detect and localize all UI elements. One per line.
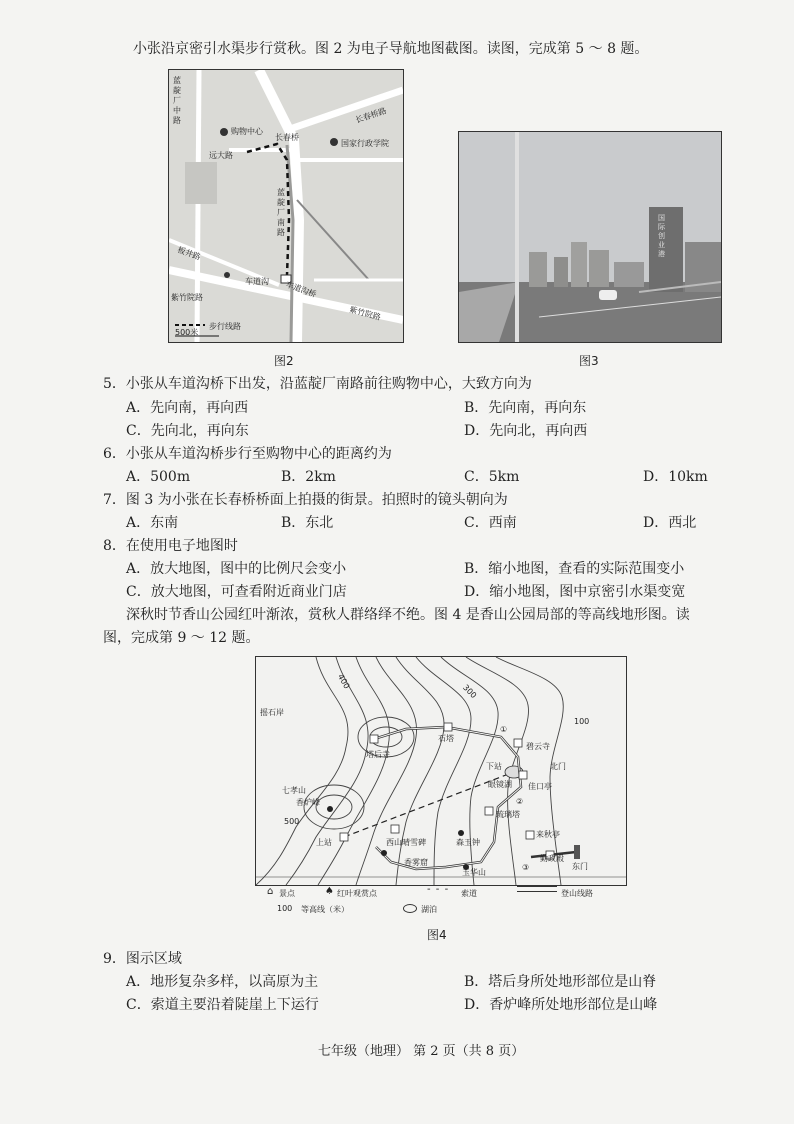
contour-300: 300 bbox=[461, 682, 479, 701]
label-xianglufeng: 香炉峰 bbox=[296, 798, 320, 807]
label-qinzhengdian: 勤政殿 bbox=[540, 854, 564, 863]
car bbox=[599, 290, 617, 300]
label-changchunqiao-road: 长春桥路 bbox=[354, 106, 388, 125]
label-chedaogouqiao: 车道沟桥 bbox=[284, 279, 318, 300]
q5-option-a[interactable]: A．先向南，再向西 bbox=[126, 400, 249, 416]
label-liulita: 琉璃塔 bbox=[496, 810, 520, 819]
label-banjing: 板井路 bbox=[176, 245, 202, 262]
contour-500: 500 bbox=[284, 817, 300, 826]
label-laiqiuting: 来秋亭 bbox=[536, 830, 560, 839]
label-yanjinghu: 眼镜湖 bbox=[488, 780, 512, 789]
question-9-stem: 9．图示区域 bbox=[103, 951, 182, 967]
figure-3-photo bbox=[458, 131, 722, 343]
figure-4-contour-map bbox=[255, 656, 627, 886]
label-dongmen: 东门 bbox=[572, 862, 588, 871]
q8-option-d[interactable]: D．缩小地图，图中京密引水渠变宽 bbox=[464, 584, 686, 600]
label-route-3: ③ bbox=[522, 863, 530, 872]
intro-text-2b: 图，完成第 9 ～ 12 题。 bbox=[103, 630, 260, 646]
label-tahousi: 塔后寺 bbox=[366, 750, 390, 759]
label-jiaotangting: 佳口亭 bbox=[528, 782, 552, 791]
label-shangzhan: 上站 bbox=[316, 838, 332, 847]
figure-2-map bbox=[168, 69, 404, 343]
sign-text: 国际创业港 bbox=[658, 214, 665, 258]
question-8-stem: 8．在使用电子地图时 bbox=[103, 538, 238, 554]
q7-option-b[interactable]: B．东北 bbox=[281, 515, 334, 531]
question-5-stem: 5．小张从车道沟桥下出发，沿蓝靛厂南路前往购物中心，大致方向为 bbox=[103, 376, 532, 392]
legend-trail-icon bbox=[517, 886, 557, 892]
label-landian-nan: 蓝靛厂南路 bbox=[277, 188, 285, 237]
q5-option-d[interactable]: D．先向北，再向西 bbox=[464, 423, 588, 439]
q5-option-c[interactable]: C．先向北，再向东 bbox=[126, 423, 249, 439]
q9-option-a[interactable]: A．地形复杂多样，以高原为主 bbox=[126, 974, 319, 990]
legend-cableway: 索道 bbox=[461, 889, 477, 898]
legend-redleaf: 红叶观赏点 bbox=[337, 889, 377, 898]
shopping-marker bbox=[220, 128, 228, 136]
label-route-1: ① bbox=[500, 725, 508, 734]
q7-option-c[interactable]: C．西南 bbox=[464, 515, 517, 531]
q8-option-c[interactable]: C．放大地图，可查看附近商业门店 bbox=[126, 584, 347, 600]
legend-trail: 登山线路 bbox=[561, 889, 593, 898]
label-school: 国家行政学院 bbox=[341, 139, 389, 148]
q6-option-c[interactable]: C．5km bbox=[464, 469, 520, 485]
cableway-line bbox=[344, 775, 506, 837]
label-senyuzhong: 森玉钟 bbox=[456, 838, 480, 847]
q7-option-a[interactable]: A．东南 bbox=[126, 515, 179, 531]
q5-option-b[interactable]: B．先向南，再向东 bbox=[464, 400, 587, 416]
figure-4-legend bbox=[255, 884, 625, 920]
question-7-stem: 7．图 3 为小张在长春桥桥面上拍摄的街景。拍照时的镜头朝向为 bbox=[103, 492, 508, 508]
q9-option-c[interactable]: C．索道主要沿着陡崖上下运行 bbox=[126, 997, 319, 1013]
label-beimen: 北门 bbox=[550, 762, 566, 771]
label-xishanqingxue: 西山晴雪碑 bbox=[386, 838, 426, 847]
legend-lake: 湖泊 bbox=[421, 905, 437, 914]
figure-2-caption: 图2 bbox=[274, 354, 294, 368]
legend-contour-sample: 100 bbox=[277, 904, 293, 913]
q9-option-d[interactable]: D．香炉峰所处地形部位是山峰 bbox=[464, 997, 658, 1013]
label-yuhuashan: 玉华山 bbox=[462, 868, 486, 877]
label-xiangwuku: 香雾窟 bbox=[404, 858, 428, 867]
legend-lake-icon bbox=[403, 904, 417, 913]
q6-option-b[interactable]: B．2km bbox=[281, 469, 336, 485]
school-marker bbox=[330, 138, 338, 146]
contour-100: 100 bbox=[574, 717, 590, 726]
label-landian: 蓝靛厂中路 bbox=[173, 76, 181, 125]
label-shita: 石塔 bbox=[438, 734, 454, 743]
q6-option-d[interactable]: D．10km bbox=[643, 469, 708, 485]
label-scale: 500米 bbox=[175, 328, 199, 337]
label-wodingshan: 摇石岸 bbox=[260, 708, 284, 717]
legend-scenic: 景点 bbox=[279, 889, 295, 898]
intro-text-2a: 深秋时节香山公园红叶渐浓，赏秋人群络绎不绝。图 4 是香山公园局部的等高线地形图。读 bbox=[126, 607, 690, 623]
figure-4-caption: 图4 bbox=[427, 928, 447, 942]
q6-option-a[interactable]: A．500m bbox=[126, 469, 191, 485]
page-footer: 七年级（地理） 第 2 页（共 8 页） bbox=[318, 1044, 525, 1059]
label-biyunsi: 碧云寺 bbox=[526, 742, 550, 751]
intro-text-1: 小张沿京密引水渠步行赏秋。图 2 为电子导航地图截图。读图，完成第 5 ～ 8 题。 bbox=[133, 41, 649, 57]
contour-400: 400 bbox=[335, 672, 352, 691]
street-photo-svg bbox=[459, 132, 721, 342]
label-zizhuyuan2: 紫竹院路 bbox=[348, 305, 382, 322]
question-6-stem: 6．小张从车道沟桥步行至购物中心的距离约为 bbox=[103, 446, 392, 462]
legend-cableway-icon: - - - bbox=[427, 884, 450, 895]
q8-option-b[interactable]: B．缩小地图，查看的实际范围变小 bbox=[464, 561, 685, 577]
legend-redleaf-icon: ♠ bbox=[325, 886, 334, 897]
label-yuanda: 远大路 bbox=[209, 151, 233, 160]
label-shopping: 购物中心 bbox=[231, 127, 263, 136]
label-zizhuyuan: 紫竹院路 bbox=[171, 293, 203, 302]
label-xiazhan: 下站 bbox=[486, 762, 502, 771]
figure-3-caption: 图3 bbox=[579, 354, 599, 368]
q9-option-b[interactable]: B．塔后身所处地形部位是山脊 bbox=[464, 974, 657, 990]
legend-contour: 等高线（米） bbox=[301, 905, 349, 914]
label-chedaogou: 车道沟 bbox=[245, 277, 269, 286]
legend-scenic-icon: ⌂ bbox=[267, 886, 274, 897]
building-block bbox=[185, 162, 217, 204]
label-qishan: 七孝山 bbox=[282, 786, 306, 795]
label-route-2: ② bbox=[516, 797, 524, 806]
label-changchunqiao: 长春桥 bbox=[275, 133, 299, 142]
contour-svg bbox=[256, 657, 626, 885]
label-walk-route: 步行线路 bbox=[209, 322, 241, 331]
q7-option-d[interactable]: D．西北 bbox=[643, 515, 697, 531]
q8-option-a[interactable]: A．放大地图，图中的比例尺会变小 bbox=[126, 561, 347, 577]
